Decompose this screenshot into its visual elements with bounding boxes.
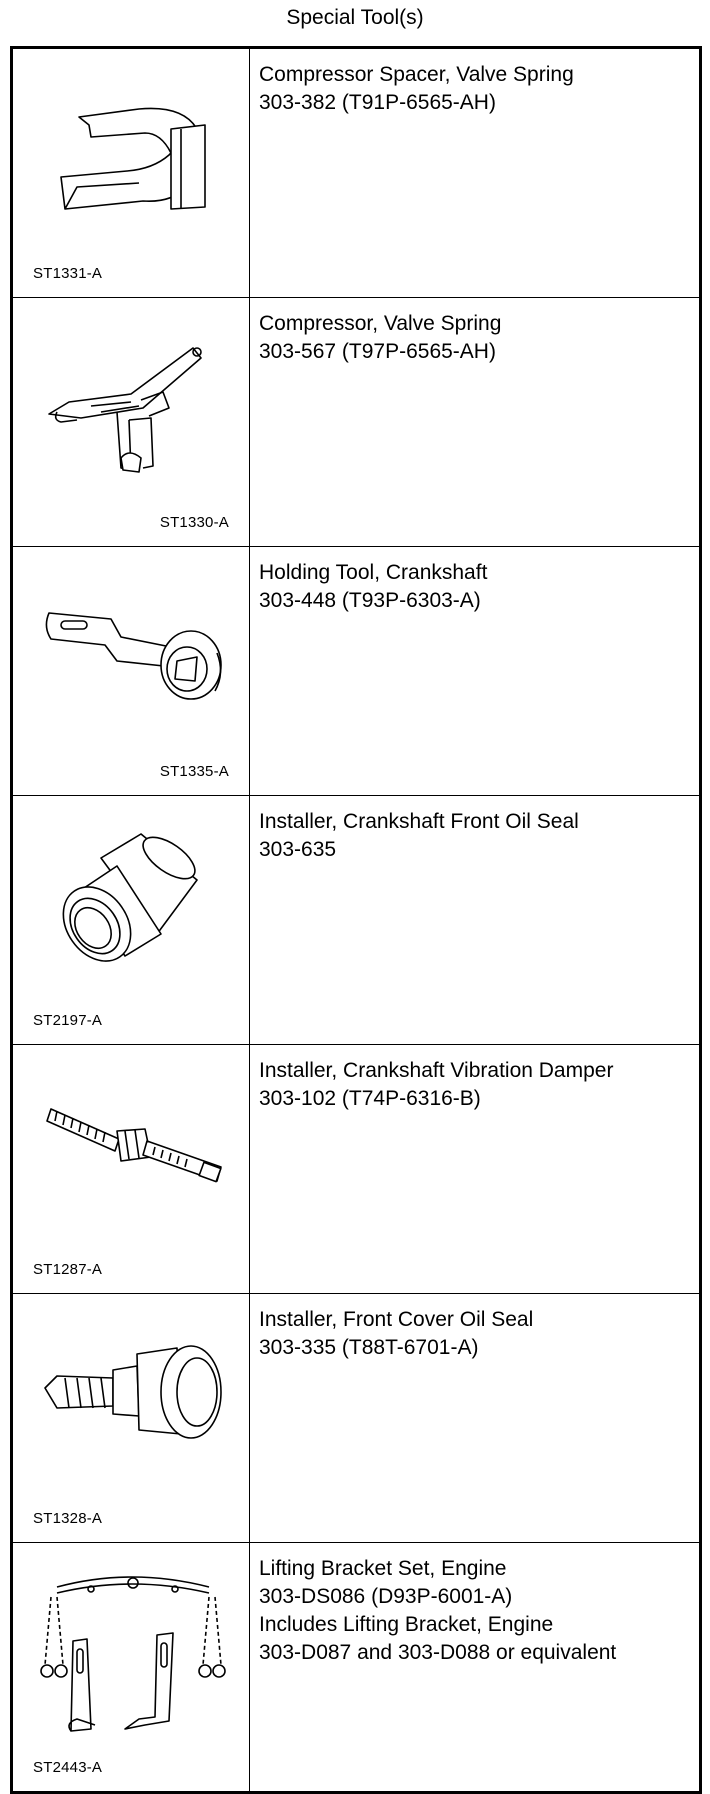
tool-name: Installer, Crankshaft Vibration Damper [259, 1059, 614, 1082]
table-row [12, 547, 701, 796]
tool-part-number: 303-567 (T97P-6565-AH) [259, 340, 496, 363]
tool-illustration-cell [12, 1045, 250, 1294]
crankshaft-holding-tool-icon [21, 557, 241, 747]
tool-name: Compressor Spacer, Valve Spring [259, 63, 574, 86]
table-row [12, 298, 701, 547]
tool-illustration-cell [12, 1294, 250, 1543]
tool-code-label: ST1330-A [159, 514, 229, 531]
page-title: Special Tool(s) [286, 6, 424, 29]
tool-part-number: 303-635 [259, 838, 337, 861]
lifting-bracket-set-icon [21, 1553, 241, 1743]
tool-illustration-cell [12, 298, 250, 547]
tool-description-cell [250, 1294, 701, 1543]
special-tools-table [10, 46, 702, 1794]
tool-code-label: ST1335-A [159, 763, 229, 780]
tool-name: Compressor, Valve Spring [259, 312, 502, 335]
tool-illustration-cell [12, 547, 250, 796]
tool-code-label: ST2443-A [33, 1759, 103, 1776]
table-row [12, 1045, 701, 1294]
tool-part-number: 303-335 (T88T-6701-A) [259, 1336, 479, 1359]
tool-part-number: 303-102 (T74P-6316-B) [259, 1087, 481, 1110]
tool-name: Installer, Front Cover Oil Seal [259, 1308, 534, 1331]
valve-spring-compressor-icon [21, 308, 241, 498]
tool-description-cell [250, 547, 701, 796]
tool-code-label: ST1328-A [33, 1510, 103, 1527]
tool-illustration-cell [12, 48, 250, 298]
tool-part-number: 303-448 (T93P-6303-A) [259, 589, 481, 612]
tool-code-label: ST1331-A [33, 265, 103, 282]
tool-part-number: 303-DS086 (D93P-6001-A) [259, 1585, 513, 1608]
table-row [12, 48, 701, 298]
vibration-damper-installer-icon [21, 1055, 241, 1245]
tool-includes-parts: 303-D087 and 303-D088 or equivalent [259, 1641, 617, 1664]
tool-code-label: ST2197-A [33, 1012, 103, 1029]
front-oil-seal-installer-icon [21, 806, 241, 996]
tool-description-cell [250, 298, 701, 547]
tool-part-number: 303-382 (T91P-6565-AH) [259, 91, 496, 114]
tool-description-cell [250, 796, 701, 1045]
tool-description-cell [250, 1543, 701, 1793]
table-row [12, 1294, 701, 1543]
tool-name: Installer, Crankshaft Front Oil Seal [259, 810, 579, 833]
tool-name: Holding Tool, Crankshaft [259, 561, 488, 584]
tool-code-label: ST1287-A [33, 1261, 103, 1278]
tool-description-cell [250, 1045, 701, 1294]
valve-spring-compressor-spacer-icon [21, 59, 241, 249]
table-row [12, 796, 701, 1045]
table-row [12, 1543, 701, 1793]
front-cover-seal-installer-icon [21, 1304, 241, 1494]
tool-description-cell [250, 48, 701, 298]
tool-name: Lifting Bracket Set, Engine [259, 1557, 507, 1580]
tool-illustration-cell [12, 796, 250, 1045]
tool-illustration-cell [12, 1543, 250, 1793]
tool-includes-note: Includes Lifting Bracket, Engine [259, 1613, 554, 1636]
